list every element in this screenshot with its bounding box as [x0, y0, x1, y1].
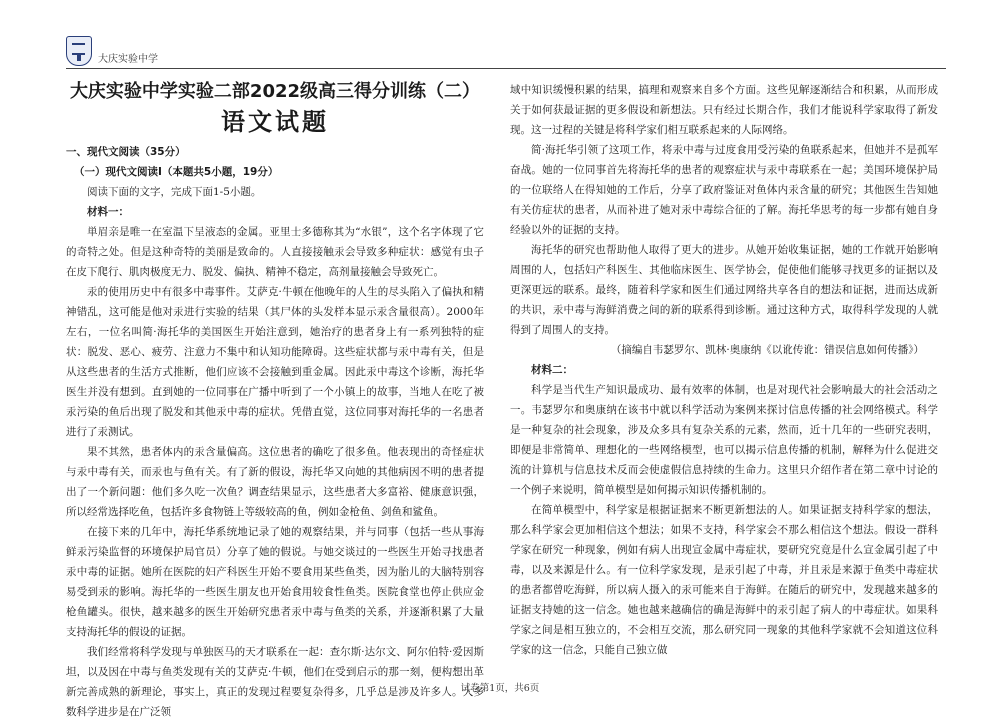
material-2-label: 材料二：: [531, 364, 573, 376]
material-1-paragraph: 海托华的研究也帮助他人取得了更大的进步。从她开始收集证据，她的工作就开始影响周围的人，包括妇产科医生、其他临床医生、医学协会，促使他们能够寻找更多的证据以及更深更远的联系。最终，随着科学家和医生们通过网络共享各自的想法和证据，进而达成新的共识，汞中毒与海鲜消费之间的新的联系得到诊断。通过这种方式，取得科学发现的人就得到了周围人的支持。: [510, 244, 938, 336]
material-1-paragraph: 我们经常将科学发现与单独医马的天才联系在一起：查尔斯·达尔文、阿尔伯特·爱因斯坦，以及因在中毒与鱼类发现有关的艾萨克·牛顿，他们在受到启示的那一刻，便构想出革新完善成熟的新理论，事实上，真正的发现过程要复杂得多，几乎总是涉及许多人。大多数科学进步是在广泛领: [66, 646, 484, 718]
right-column: [510, 80, 938, 660]
material-2-paragraph: 在简单模型中，科学家是根据证据来不断更新想法的人。如果证据支持科学家的想法，那么科学家会更加相信这个想法；如果不支持，科学家会不那么相信这个想法。假设一群科学家在研究一种现象，例如有病人出现宣金属中毒症状，要研究究竟是什么宣金属引起了中毒，以及来源是什么。有一位科学家发现，是汞引起了中毒，并且汞是来源于鱼类中毒症状的患者都曾吃海鲜，所以病人摄入的汞可能来自于海鲜。在随后的研究中，发现越来越多的证据支持她的这一信念。她也越来越确信的确是海鲜中的汞引起了病人的中毒症状。如果科学家之间是相互独立的，不会相互交流，那么研究同一现象的其他科学家就不会知道这位科学家的这一信念，只能自己独立做: [510, 504, 938, 656]
material-1-source: （摘编自韦瑟罗尔、凯林·奥康纳《以讹传讹：错误信息如何传播》）: [610, 344, 924, 356]
subject-title: 语文试题: [221, 108, 329, 136]
material-1-paragraph: 果不其然，患者体内的汞含量偏高。这位患者的确吃了很多鱼。他表现出的奇怪症状与汞中毒有关，而汞也与鱼有关。有了新的假设，海托华又向她的其他病因不明的患者提出了一个新问题：他们多久吃一次鱼？调查结果显示，这些患者大多富裕、健康意识强，所以经常选择吃鱼，包括许多食物链上等级较高的鱼，例如金枪鱼、剑鱼和鲨鱼。: [66, 446, 484, 518]
material-1-paragraph: 単眉亲是唯一在室温下呈液态的金属。亚里士多德称其为“水银”，这个名字体现了它的奇特之处。但是这种奇特的美丽是致命的。人直接接触汞会导致多种症状：感觉有虫子在皮下爬行、肌肉极度无力、脱发、偏执、精神不稳定，高剂量接触会导致死亡。: [66, 226, 484, 278]
material-1-paragraph: 简·海托华引领了这项工作，将汞中毒与过度食用受污染的鱼联系起来，但她并不是孤军奋战。她的一位同事首先将海托华的患者的观察症状与汞中毒联系在一起；美国环境保护局的一位联络人在得知她的工作后，分享了政府鉴证对鱼体内汞含量的研究；其他医生告知她有关仿症状的患者，从而补进了她对汞中毒综合征的了解。海托华思考的每一步都有她自身经验以外的证据的支持。: [510, 144, 938, 236]
section-heading: 一、现代文阅读（35分）: [66, 146, 186, 158]
page-header: [66, 36, 946, 76]
material-1-label: 材料一：: [87, 206, 129, 218]
exam-title: 大庆实验中学实验二部2022级高三得分训练（二）: [69, 81, 481, 102]
material-1-paragraph: 在接下来的几年中，海托华系统地记录了她的观察结果，并与同事（包括一些从事海鲜汞污染监督的环境保护局官员）分享了她的假说。与她交谈过的一些医生开始寻找患者汞中毒的证据。她所在医院的妇产科医生开始不要食用某些鱼类，因为胎儿的大脑特别容易受到汞的影响。海托华的一些医生朋友也开始食用较食性鱼类。医院食堂也停止供应金枪鱼罐头。很快，越来越多的医生开始研究患者汞中毒与鱼类的关系，并逐渐积累了大量支持海托华的假设的证据。: [66, 526, 484, 638]
school-name: 大庆实验中学: [98, 54, 158, 65]
school-logo-icon: [66, 36, 92, 66]
left-column: [66, 80, 484, 722]
material-1-continuation: 域中知识缓慢积累的结果，搞理和观察来自多个方面。这些见解逐渐结合和积累，从而形成关于如何获最证据的更多假设和新想法。只有经过长期合作，我们才能说科学家取得了新发现。这一过程的关键是将科学家们相互联系起来的人际网络。: [510, 84, 938, 136]
material-2-paragraph: 科学是当代生产知识最成功、最有效率的体制，也是对现代社会影响最大的社会活动之一。韦瑟罗尔和奥康纳在该书中就以科学活动为案例来探讨信息传播的社会网络模式。科学是一种复杂的社会现象，涉及众多具有复杂关系的元素，然而，近十几年的一些研究表明，即便是非常简单、理想化的一些网络模型，也可以揭示信息传播的机制，解释为什么促进交流的计算机与信息技术反而会使虚假信息持续的生命力。这里只介绍作者在第二章中讨论的一个例子来说明，简单模型是如何揭示知识传播机制的。: [510, 384, 938, 496]
page-footer: 试卷第1页，共6页: [460, 683, 540, 694]
header-divider: [66, 68, 946, 69]
subsection-heading: （一）现代文阅读Ⅰ（本题共5小题，19分）: [74, 166, 279, 178]
reading-instruction: 阅读下面的文字，完成下面1-5小题。: [87, 186, 262, 198]
material-1-paragraph: 汞的使用历史中有很多中毒事件。艾萨克·牛顿在他晚年的人生的尽头陷入了偏执和精神错乱，这可能是他对汞进行实验的结果（其尸体的头发样本显示汞含量很高）。2000年左右，一位名叫简·海托华的美国医生开始注意到，她治疗的患者身上有一系列独特的症状：脱发、恶心、疲劳、注意力不集中和认知功能障碍。这些症状都与汞中毒有关，但是从这些患者的生活方式推断，他们应该不会接触到重金属。因此汞中毒这个诊断，海托华医生并没有想到。直到她的一位同事在广播中听到了一个小镇上的故事，当地人在吃了被汞污染的鱼后出现了脱发和其他汞中毒的症状。凭借直觉，这位同事对海托华的一名患者进行了汞测试。: [66, 286, 484, 438]
